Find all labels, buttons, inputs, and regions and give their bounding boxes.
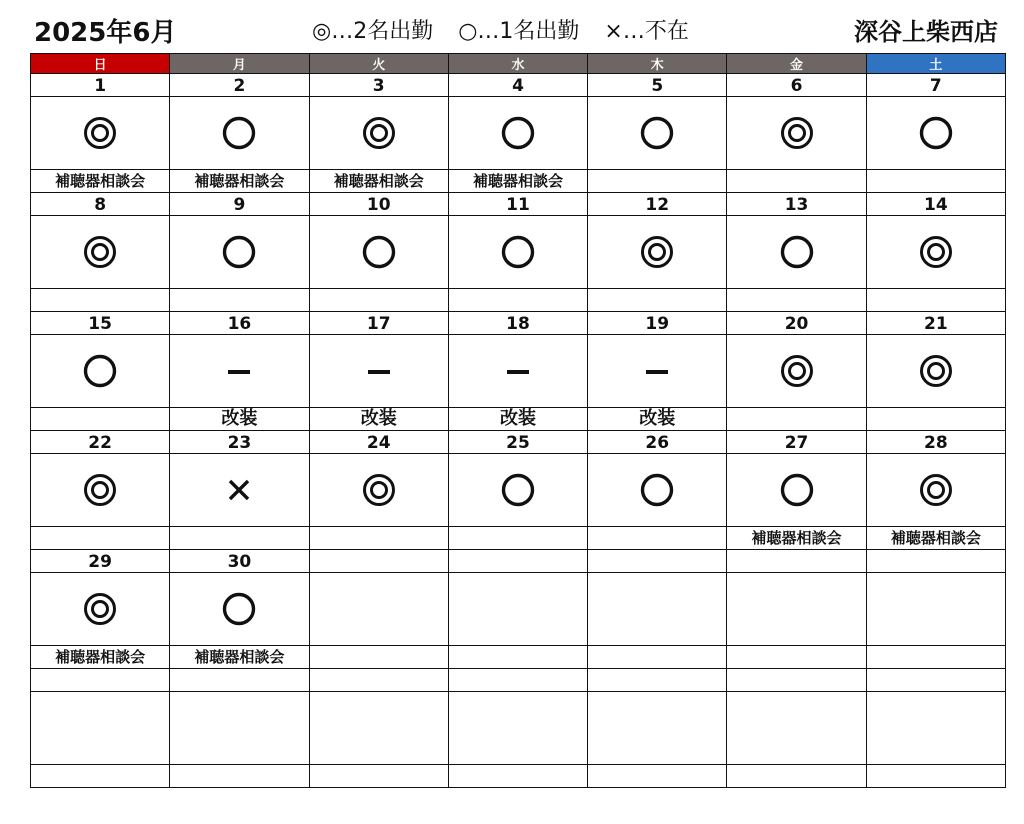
attendance-cell [31,454,170,527]
day-number [866,669,1005,692]
attendance-cell [309,573,448,646]
day-note [309,289,448,312]
circle-icon [222,116,256,150]
double-circle-icon [362,116,396,150]
day-note [588,646,727,669]
day-number [866,550,1005,573]
attendance-row [31,692,1006,765]
day-note [727,646,866,669]
weekday-tuesday: 火 [309,54,448,74]
attendance-cell [727,573,866,646]
day-note [309,527,448,550]
attendance-cell [309,335,448,408]
circle-icon [640,116,674,150]
attendance-cell [448,335,587,408]
day-number-row [31,550,1006,573]
day-note [866,170,1005,193]
attendance-cell [588,216,727,289]
attendance-row [31,335,1006,408]
note-row [31,289,1006,312]
day-number [170,669,309,692]
circle-icon [222,235,256,269]
day-number: 3 [309,74,448,97]
day-number: 19 [588,312,727,335]
day-note [866,289,1005,312]
day-number: 8 [31,193,170,216]
day-note [31,289,170,312]
attendance-cell [309,692,448,765]
attendance-cell [727,692,866,765]
note-row [31,170,1006,193]
attendance-row [31,573,1006,646]
circle-icon [222,592,256,626]
day-number [588,550,727,573]
attendance-cell [448,573,587,646]
day-number: 29 [31,550,170,573]
double-circle-icon [919,354,953,388]
double-circle-icon [83,116,117,150]
circle-icon [640,473,674,507]
day-note [727,289,866,312]
day-number [448,550,587,573]
day-note [727,170,866,193]
day-number [309,669,448,692]
attendance-cell [309,216,448,289]
weekday-friday: 金 [727,54,866,74]
day-number: 27 [727,431,866,454]
attendance-cell [309,454,448,527]
day-number: 16 [170,312,309,335]
day-note [448,646,587,669]
day-note: 補聴器相談会 [31,646,170,669]
calendar-body [31,74,1006,788]
attendance-row [31,216,1006,289]
attendance-cell [588,573,727,646]
day-number: 21 [866,312,1005,335]
day-number: 18 [448,312,587,335]
weekday-wednesday: 水 [448,54,587,74]
attendance-cell [170,454,309,527]
weekday-saturday: 土 [866,54,1005,74]
attendance-cell [448,97,587,170]
attendance-cell [170,97,309,170]
day-note: 補聴器相談会 [448,170,587,193]
day-number: 30 [170,550,309,573]
day-note [170,765,309,788]
attendance-cell [727,454,866,527]
day-note: 補聴器相談会 [727,527,866,550]
day-number: 22 [31,431,170,454]
day-number: 12 [588,193,727,216]
day-note [31,527,170,550]
circle-icon [780,473,814,507]
day-number: 4 [448,74,587,97]
day-note: 改装 [309,408,448,431]
day-number: 20 [727,312,866,335]
double-circle-icon [83,592,117,626]
day-number [588,669,727,692]
attendance-cell [866,454,1005,527]
day-number: 7 [866,74,1005,97]
day-number: 26 [588,431,727,454]
day-note [588,170,727,193]
circle-icon [501,473,535,507]
weekday-monday: 月 [170,54,309,74]
attendance-row [31,97,1006,170]
day-note [727,408,866,431]
day-number [727,669,866,692]
attendance-cell [31,692,170,765]
attendance-cell [31,97,170,170]
double-circle-icon [362,473,396,507]
day-number: 13 [727,193,866,216]
day-number [31,669,170,692]
day-note [588,527,727,550]
day-note [31,408,170,431]
day-number: 10 [309,193,448,216]
day-number-row [31,193,1006,216]
day-note [727,765,866,788]
day-note: 補聴器相談会 [866,527,1005,550]
double-circle-icon [919,473,953,507]
attendance-cell [866,573,1005,646]
legend-one-staff: ○…1名出勤 [458,19,580,44]
double-circle-icon [83,235,117,269]
dash-icon [506,368,530,376]
attendance-cell [31,573,170,646]
day-note [309,646,448,669]
day-note [448,289,587,312]
note-row [31,765,1006,788]
day-note [866,646,1005,669]
weekday-sunday: 日 [31,54,170,74]
attendance-cell [727,335,866,408]
day-note [588,765,727,788]
day-number: 17 [309,312,448,335]
day-number [727,550,866,573]
day-number-row [31,74,1006,97]
day-number: 28 [866,431,1005,454]
attendance-cell [31,335,170,408]
day-note: 改装 [170,408,309,431]
attendance-cell [309,97,448,170]
day-note: 補聴器相談会 [309,170,448,193]
attendance-cell [588,97,727,170]
attendance-cell [727,216,866,289]
legend-two-staff: ◎…2名出勤 [312,19,434,44]
note-row [31,408,1006,431]
day-number: 24 [309,431,448,454]
attendance-cell [170,216,309,289]
day-number-row [31,431,1006,454]
attendance-cell [170,692,309,765]
attendance-cell [448,454,587,527]
note-row [31,527,1006,550]
legend [312,14,707,45]
circle-icon [919,116,953,150]
dash-icon [367,368,391,376]
day-number: 14 [866,193,1005,216]
day-note [170,527,309,550]
legend-absent: ×…不在 [604,19,689,44]
dash-icon [645,368,669,376]
day-number [309,550,448,573]
day-note [448,527,587,550]
weekday-header-row [31,54,1006,74]
circle-icon [501,116,535,150]
day-note: 改装 [588,408,727,431]
circle-icon [780,235,814,269]
note-row [31,646,1006,669]
day-note [170,289,309,312]
attendance-cell [31,216,170,289]
attendance-cell [866,692,1005,765]
attendance-cell [866,97,1005,170]
double-circle-icon [919,235,953,269]
day-number: 1 [31,74,170,97]
attendance-cell [588,692,727,765]
dash-icon [227,368,251,376]
day-number [448,669,587,692]
attendance-cell [588,454,727,527]
attendance-cell [448,692,587,765]
double-circle-icon [780,116,814,150]
day-note: 改装 [448,408,587,431]
double-circle-icon [640,235,674,269]
day-number: 6 [727,74,866,97]
attendance-cell [866,335,1005,408]
page-title: 2025年6月 [34,18,177,48]
weekday-thursday: 木 [588,54,727,74]
calendar-table [30,53,1006,788]
circle-icon [83,354,117,388]
day-number: 2 [170,74,309,97]
day-number: 15 [31,312,170,335]
attendance-cell [170,573,309,646]
day-note [588,289,727,312]
day-number: 5 [588,74,727,97]
day-number: 23 [170,431,309,454]
cross-icon [226,477,252,503]
day-note [309,765,448,788]
day-note: 補聴器相談会 [170,170,309,193]
attendance-cell [866,216,1005,289]
double-circle-icon [780,354,814,388]
day-note: 補聴器相談会 [170,646,309,669]
circle-icon [362,235,396,269]
day-number: 11 [448,193,587,216]
day-note [866,765,1005,788]
store-name: 深谷上柴西店 [854,18,998,46]
attendance-cell [588,335,727,408]
day-note: 補聴器相談会 [31,170,170,193]
day-number: 25 [448,431,587,454]
attendance-cell [727,97,866,170]
circle-icon [501,235,535,269]
double-circle-icon [83,473,117,507]
attendance-row [31,454,1006,527]
day-number-row [31,312,1006,335]
attendance-cell [170,335,309,408]
day-number-row [31,669,1006,692]
day-note [31,765,170,788]
day-note [448,765,587,788]
day-note [866,408,1005,431]
attendance-cell [448,216,587,289]
day-number: 9 [170,193,309,216]
